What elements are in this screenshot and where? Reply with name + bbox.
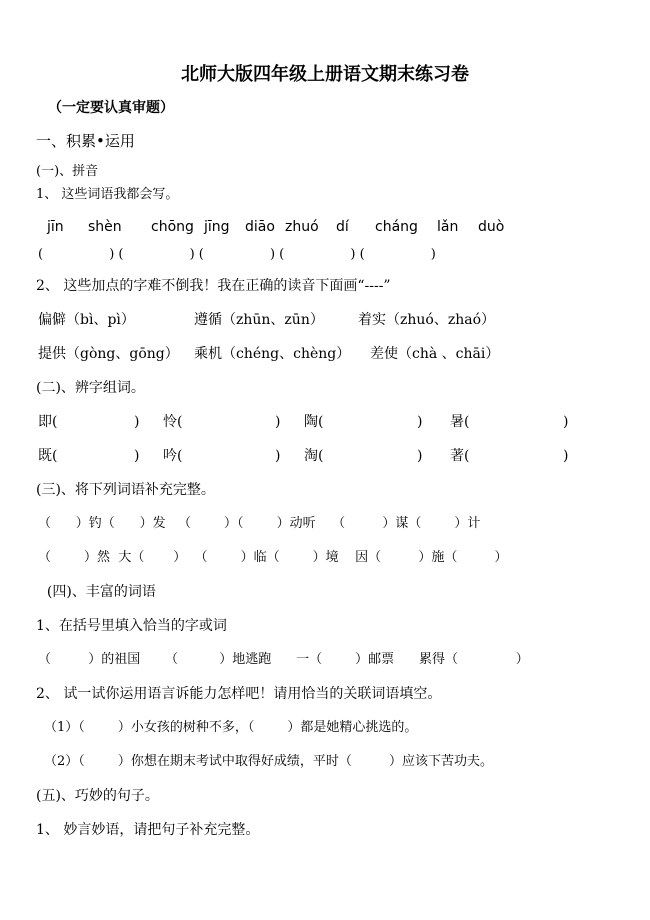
zuci-blank-close[interactable]: ): [417, 414, 423, 430]
reading-choice: 提供（gòng、gōng）: [38, 346, 179, 362]
reading-choice: 偏僻（bì、pì）: [38, 312, 135, 328]
zuci-char: 暑(: [450, 414, 470, 430]
zuci-blank-close[interactable]: ): [275, 414, 281, 430]
section-sentences-heading: (五)、巧妙的句子。: [36, 788, 159, 804]
question-4-1: 1、在括号里填入恰当的字或词: [36, 618, 227, 634]
zuci-char: 淘(: [304, 448, 324, 464]
pinyin-item: chōng: [151, 219, 194, 235]
pinyin-item: diāo: [245, 219, 275, 235]
zuci-char: 既(: [38, 448, 58, 464]
pinyin-item: lǎn: [437, 219, 459, 235]
section-rich-words-heading: (四)、丰富的词语: [38, 584, 156, 600]
conjunction-fill-1[interactable]: （1）（ ）小女孩的树种不多，（ ）都是她精心挑选的。: [44, 720, 418, 735]
reading-choice: 乘机（chéng、chèng）: [194, 346, 351, 362]
pinyin-item: duò: [478, 219, 505, 235]
zuci-blank-close[interactable]: ): [563, 448, 569, 464]
pinyin-item: zhuó: [285, 219, 319, 235]
conjunction-fill-2[interactable]: （2）（ ）你想在期末考试中取得好成绩，平时（ ）应该下苦功夫。: [44, 754, 494, 769]
reading-choice: 差使（chà 、chāi）: [370, 346, 500, 362]
zuci-char: 吟(: [163, 448, 183, 464]
part-one-heading: 一、积累•运用: [36, 132, 135, 150]
zuci-char: 著(: [450, 448, 470, 464]
pinyin-item: jīn: [47, 219, 64, 235]
question-1: 1、 这些词语我都会写。: [36, 187, 179, 202]
question-5-1: 1、 妙言妙语，请把句子补充完整。: [36, 822, 260, 838]
zuci-blank-close[interactable]: ): [134, 448, 140, 464]
zuci-char: 陶(: [304, 414, 324, 430]
question-2: 2、 这些加点的字难不倒我！我在正确的读音下面画“----”: [36, 278, 391, 294]
section-pinyin-heading: (一)、拼音: [36, 164, 99, 179]
pinyin-answer-blanks[interactable]: ( ) ( ) ( ) ( ) ( ): [38, 247, 436, 262]
zuci-char: 怜(: [163, 414, 183, 430]
zuci-blank-close[interactable]: ): [275, 448, 281, 464]
page-title: 北师大版四年级上册语文期末练习卷: [181, 64, 469, 85]
section-complete-heading: (三)、将下列词语补充完整。: [36, 482, 215, 498]
pinyin-item: jīng: [204, 219, 230, 235]
question-4-2: 2、 试一试你运用语言诉能力怎样吧！请用恰当的关联词语填空。: [36, 686, 442, 702]
complete-words-row[interactable]: （ ）然 大（ ） （ ）临（ ）境 因（ ）施（ ）: [38, 550, 508, 565]
reading-choice: 遵循（zhūn、zūn）: [194, 312, 324, 328]
zuci-blank-close[interactable]: ): [417, 448, 423, 464]
complete-words-row[interactable]: （ ）钓（ ）发 （ ）（ ）动听 （ ）谋（ ）计: [38, 516, 481, 531]
reading-choice: 着实（zhuó、zhaó）: [358, 312, 496, 328]
fill-words-row[interactable]: （ ）的祖国 （ ）地逃跑 一（ ）邮票 累得（ ）: [38, 652, 529, 667]
reminder: （一定要认真审题）: [48, 100, 174, 116]
pinyin-item: cháng: [375, 219, 418, 235]
pinyin-item: shèn: [88, 219, 122, 235]
section-zuci-heading: (二)、辨字组词。: [36, 380, 145, 396]
zuci-blank-close[interactable]: ): [134, 414, 140, 430]
zuci-blank-close[interactable]: ): [563, 414, 569, 430]
zuci-char: 即(: [38, 414, 58, 430]
pinyin-item: dí: [336, 219, 349, 235]
